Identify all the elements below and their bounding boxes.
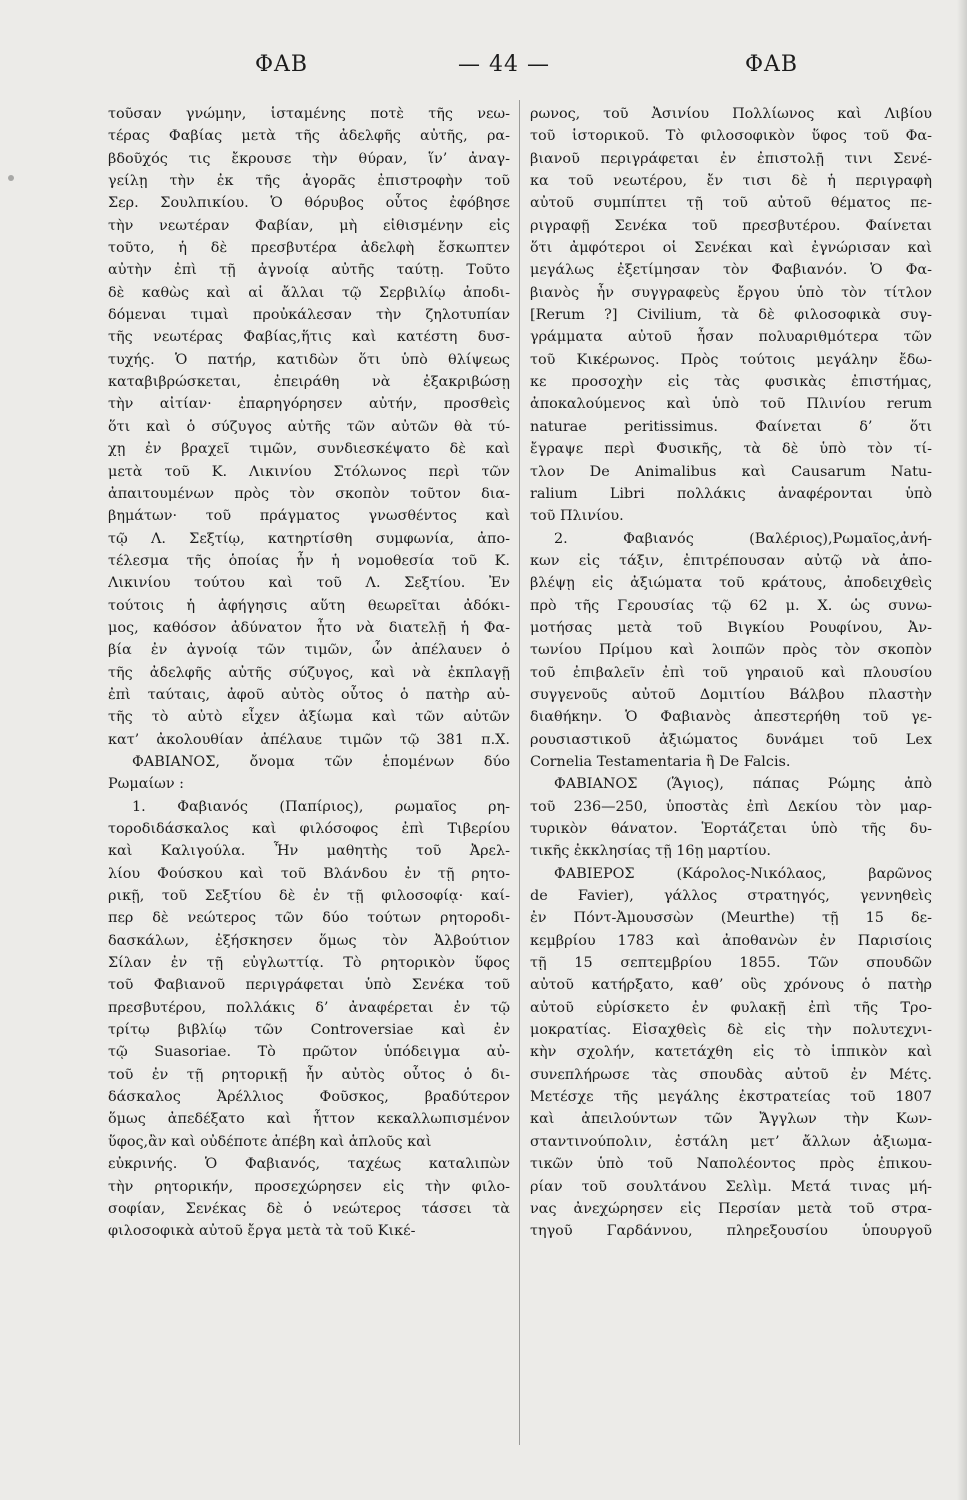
- text-line: τέλεσμα τῆς ὁποίας ἦν ἡ νομοθεσία τοῦ Κ.: [108, 552, 510, 569]
- text-line: καὶ Καλιγούλα. Ἦν μαθητὴς τοῦ Ἀρελ-: [108, 843, 510, 860]
- text-line: τέρας Φαβίας μετὰ τῆς ἀδελφῆς αὐτῆς, ρα-: [108, 128, 510, 145]
- margin-speck: [8, 175, 14, 181]
- text-line: δάσκαλος Ἀρέλλιος Φοῦσκος, βραδύτερον: [108, 1089, 510, 1106]
- text-line: ralium Libri πολλάκις ἀναφέρονται ὑπὸ: [530, 485, 932, 502]
- text-line: βημάτων· τοῦ πράγματος γνωσθέντος καὶ: [108, 508, 510, 525]
- running-header: [0, 52, 967, 92]
- text-line: τὴν ρητορικήν, προσεχώρησεν εἰς τὴν φιλο-: [108, 1178, 510, 1195]
- text-line: εὐκρινής. Ὁ Φαβιανός, ταχέως καταλιπὼν: [108, 1156, 510, 1173]
- text-line: ρίαν τοῦ σουλτάνου Σελὶμ. Μετά τινας μή-: [530, 1178, 932, 1195]
- text-line: 2. Φαβιανός (Βαλέριος),Ρωμαῖος,ἀνή-: [554, 530, 932, 547]
- text-line: [Rerum ?] Civilium, τὰ δὲ φιλοσοφικὰ συγ-: [530, 307, 932, 324]
- text-line: τυρικὸν θάνατον. Ἑορτάζεται ὑπὸ τῆς δυ-: [530, 821, 932, 837]
- text-line: καταβιβρώσκεται, ἐπειράθη νὰ ἐξακριβώσῃ: [108, 374, 510, 391]
- text-line: βιανὸς ἦν συγγραφεὺς ἔργου ὑπὸ τὸν τίτλον: [530, 284, 932, 301]
- text-line: δόμεναι τιμαὶ προὐκάλεσαν τὴν ζηλοτυπίαν: [108, 307, 510, 324]
- text-line: τρίτῳ βιβλίῳ τῶν Controversiae καὶ ἐν: [108, 1022, 510, 1039]
- text-line: συνεπλήρωσε τὰς σπουδὰς αὐτοῦ ἐν Μέτς.: [530, 1066, 932, 1083]
- text-line: συγγενοῦς αὐτοῦ Δομιτίου Βάλβου πλαστὴν: [530, 686, 932, 703]
- right-column: [530, 103, 932, 1243]
- text-line: τῇ 15 σεπτεμβρίου 1855. Τῶν σπουδῶν: [530, 955, 932, 972]
- text-line: τὴν αἰτίαν· ἐπαρηγόρησεν αὐτήν, προσθεὶς: [108, 396, 510, 413]
- text-line: διαθήκην. Ὁ Φαβιανὸς ἀπεστερήθη τοῦ γε-: [530, 709, 932, 726]
- text-line: δασκάλων, ἐξήσκησεν ὅμως τὸν Ἀλβούτιον: [108, 932, 510, 949]
- text-line: κων εἰς τάξιν, ἐπιτρέπουσαν αὐτῷ νὰ ἀπο-: [530, 552, 932, 569]
- text-line: χῃ ἐν βραχεῖ τιμῶν, συνδιεσκέψατο δὲ καὶ: [108, 441, 510, 458]
- text-line: τικῶν ὑπὸ τοῦ Ναπολέοντος πρὸς ἐπικου-: [530, 1156, 932, 1173]
- text-line: τὴν νεωτέραν Φαβίαν, μὴ εἰθισμένην εἰς: [108, 217, 510, 234]
- text-line: Λικινίου τούτου καὶ τοῦ Λ. Σεξτίου. Ἐν: [108, 575, 510, 592]
- text-line: βία ἐν ἀγνοίᾳ τῶν τιμῶν, ὧν ἀπέλαυεν ὁ: [108, 642, 510, 659]
- text-line: τλον De Animalibus καὶ Causarum Natu-: [530, 463, 932, 480]
- text-line: τῷ Λ. Σεξτίῳ, κατηρτίσθη συμφωνία, ἀπο-: [108, 530, 510, 547]
- text-line: αὐτὴν ἐπὶ τῇ ἀγνοίᾳ αὐτῆς ταύτῃ. Τοῦτο: [108, 262, 510, 279]
- text-line: γείλῃ τὴν ἐκ τῆς ἀγορᾶς ἐπιστροφὴν τοῦ: [108, 173, 510, 190]
- text-line: τοροδιδάσκαλος καὶ φιλόσοφος ἐπὶ Τιβερίου: [108, 821, 510, 837]
- text-line: βιανοῦ περιγράφεται ἐν ἐπιστολῇ τινι Σενέ-: [530, 150, 932, 167]
- text-line: Σίλαν ἐν τῇ εὐγλωττίᾳ. Τὸ ρητορικὸν ὕφος: [108, 955, 510, 972]
- text-line: βδοῦχός τις ἔκρουσε τὴν θύραν, ἵν’ ἀναγ-: [108, 150, 510, 167]
- text-line: ὅμως ἀπεδέξατο καὶ ἧττον κεκαλλωπισμένον: [108, 1111, 510, 1128]
- text-line: Cornelia Testamentaria ἢ De Falcis.: [530, 753, 791, 770]
- text-line: Ρωμαίων :: [108, 776, 185, 793]
- text-line: μεγάλως ἐξετίμησαν τὸν Φαβιανόν. Ὁ Φα-: [530, 262, 932, 279]
- text-line: τοῦ Κικέρωνος. Πρὸς τούτοις μεγάλην ἔδω-: [530, 351, 932, 368]
- text-line: τῷ Suasoriae. Τὸ πρῶτον ὑπόδειγμα αὐ-: [108, 1044, 510, 1061]
- text-line: ἐπὶ ταύταις, ἀφοῦ αὐτὸς οὗτος ὁ πατὴρ αὐ-: [108, 686, 510, 703]
- text-line: μετὰ τοῦ Κ. Λικινίου Στόλωνος περὶ τῶν: [108, 463, 510, 480]
- column-divider: [519, 100, 520, 1445]
- text-line: κε προσοχὴν εἰς τὰς φυσικὰς ἐπιστήμας,: [530, 374, 932, 391]
- text-line: ἀπαιτουμένων πρὸς τὸν σκοπὸν τοῦτον δια-: [108, 485, 510, 502]
- text-line: ρικῇ, τοῦ Σεξτίου δὲ ἐν τῇ φιλοσοφίᾳ· καί-: [108, 888, 510, 905]
- text-line: ὕφος,ἂν καὶ οὐδέποτε ἀπέβη καὶ ἁπλοῦς καὶ: [108, 1133, 432, 1150]
- text-line: ἔγραψε περὶ Φυσικῆς, τὰ δὲ ὑπὸ τὸν τί-: [530, 441, 932, 458]
- text-line: τοῦ Πλινίου.: [530, 508, 624, 525]
- text-line: τοῦ Φαβιανοῦ περιγράφεται ὑπὸ Σενέκα τοῦ: [108, 977, 510, 994]
- text-line: πρεσβυτέρου, πολλάκις δ’ ἀναφέρεται ἐν τῷ: [108, 999, 510, 1016]
- text-line: αὐτοῦ κατήρξατο, καθ’ οὓς χρόνους ὁ πατὴρ: [530, 977, 932, 994]
- text-line: τοῦσαν γνώμην, ἱσταμένης ποτὲ τῆς νεω-: [108, 106, 510, 122]
- text-line: τοῦ ἱστορικοῦ. Τὸ φιλοσοφικὸν ὕφος τοῦ Φα-: [530, 128, 932, 145]
- text-line: de Favier), γάλλος στρατηγός, γεννηθεὶς: [530, 888, 932, 905]
- text-line: βλέψῃ εἰς ἀξιώματα τοῦ κράτους, ἀποδειχθεὶς: [530, 575, 932, 592]
- text-line: ΦΑΒΙΑΝΟΣ, ὄνομα τῶν ἑπομένων δύο: [132, 753, 510, 770]
- left-column: [108, 103, 510, 1243]
- text-line: αὐτοῦ συμπίπτει τῇ τοῦ αὐτοῦ θέματος πε-: [530, 195, 932, 212]
- text-line: ριγραφῇ Σενέκα τοῦ πρεσβυτέρου. Φαίνεται: [530, 217, 932, 234]
- text-line: γράμματα αὐτοῦ ἦσαν πολυαριθμότερα τῶν: [530, 329, 932, 346]
- text-line: δὲ καθὼς καὶ αἱ ἄλλαι τῷ Σερβιλίῳ ἀποδι-: [108, 284, 510, 301]
- text-line: τικῆς ἐκκλησίας τῇ 16ῃ μαρτίου.: [530, 843, 771, 860]
- text-line: κεμβρίου 1783 καὶ ἀποθανὼν ἐν Παρισίοις: [530, 932, 932, 949]
- text-line: ὅτι καὶ ὁ σύζυγος αὐτῆς τῶν αὐτῶν θὰ τύ-: [108, 418, 510, 435]
- page-edge-shadow: [957, 0, 967, 1500]
- text-line: τοῦ ἐπιβαλεῖν ἐπὶ τοῦ γηραιοῦ καὶ πλουσίου: [530, 664, 932, 681]
- text-line: μοτήσας μετὰ τοῦ Βιγκίου Ρουφίνου, Ἀν-: [530, 619, 932, 636]
- text-line: λίου Φούσκου καὶ τοῦ Βλάνδου ἐν τῇ ρητο-: [108, 865, 510, 882]
- text-line: τῆς ἀδελφῆς αὐτῆς σύζυγος, καὶ νὰ ἐκπλαγῇ: [108, 664, 510, 681]
- text-line: Σερ. Σουλπικίου. Ὁ θόρυβος οὗτος ἐφόβησε: [108, 195, 510, 212]
- text-line: μος, καθόσον ἀδύνατον ἦτο νὰ διατελῇ ἡ Φα-: [108, 619, 510, 636]
- text-line: τωνίου Πρίμου καὶ λοιπῶν πρὸς τὸν σκοπὸν: [530, 642, 932, 659]
- text-line: μοκρατίας. Εἰσαχθεὶς δὲ εἰς τὴν πολυτεχνι-: [530, 1022, 932, 1039]
- text-line: σοφίαν, Σενέκας δὲ ὁ νεώτερος τάσσει τὰ: [108, 1200, 510, 1217]
- text-line: ρουσιαστικοῦ ἀξιώματος δυνάμει τοῦ Lex: [530, 731, 932, 748]
- text-line: τηγοῦ Γαρδάννου, πληρεξουσίου ὑπουργοῦ: [530, 1223, 932, 1240]
- text-line: ὅτι ἀμφότεροι οἱ Σενέκαι καὶ ἐγνώρισαν καὶ: [530, 240, 932, 257]
- text-line: τῆς νεωτέρας Φαβίας,ἥτις καὶ κατέστη δυσ-: [108, 329, 510, 346]
- text-line: νας ἀνεχώρησεν εἰς Περσίαν μετὰ τοῦ στρα-: [530, 1200, 932, 1217]
- header-left-term: ΦΑΒ: [255, 52, 309, 77]
- text-line: ρωνος, τοῦ Ἀσινίου Πολλίωνος καὶ Λιβίου: [530, 106, 932, 122]
- text-line: καὶ ἀπειλούντων τῶν Ἄγγλων τὴν Κων-: [530, 1111, 932, 1128]
- text-line: κὴν σχολήν, κατετάχθη εἰς τὸ ἱππικὸν καὶ: [530, 1044, 932, 1061]
- text-line: naturae peritissimus. Φαίνεται δ’ ὅτι: [530, 418, 932, 435]
- text-line: ἐν Πόντ-Ἀμουσσὼν (Meurthe) τῇ 15 δε-: [530, 910, 932, 927]
- text-line: τοῦ ἐν τῇ ρητορικῇ ἦν αὐτὸς οὗτος ὁ δι-: [108, 1066, 510, 1083]
- header-right-term: ΦΑΒ: [745, 52, 799, 77]
- text-line: Μετέσχε τῆς μεγάλης ἐκστρατείας τοῦ 1807: [530, 1089, 932, 1106]
- text-line: αὐτοῦ εὑρίσκετο ἐν φυλακῇ ἐπὶ τῆς Τρο-: [530, 999, 932, 1016]
- text-line: ἀποκαλούμενος καὶ ὑπὸ τοῦ Πλινίου rerum: [530, 396, 932, 413]
- text-line: φιλοσοφικὰ αὐτοῦ ἔργα μετὰ τὰ τοῦ Κικέ-: [108, 1223, 416, 1240]
- text-line: πρὸ τῆς Γερουσίας τῷ 62 μ. Χ. ὡς συνω-: [530, 597, 932, 614]
- text-line: περ δὲ νεώτερος τῶν δύο τούτων ρητοροδι-: [108, 910, 510, 927]
- text-line: τούτοις ἡ ἀφήγησις αὕτη θεωρεῖται ἀδόκι-: [108, 597, 510, 614]
- text-line: κα τοῦ νεωτέρου, ἔν τισι δὲ ἡ περιγραφὴ: [530, 173, 932, 190]
- text-line: τοῦ 236—250, ὑποστὰς ἐπὶ Δεκίου τὸν μαρ-: [530, 798, 932, 815]
- page-number: — 44 —: [458, 52, 550, 77]
- text-line: τυχής. Ὁ πατήρ, κατιδὼν ὅτι ὑπὸ θλίψεως: [108, 351, 510, 368]
- text-line: κατ’ ἀκολουθίαν ἀπέλαυε τιμῶν τῷ 381 π.Χ.: [108, 731, 510, 748]
- text-line: τῆς τὸ αὐτὸ εἶχεν ἀξίωμα καὶ τῶν αὐτῶν: [108, 709, 510, 726]
- text-line: ΦΑΒΙΑΝΟΣ (Ἅγιος), πάπας Ρώμης ἀπὸ: [554, 776, 932, 793]
- text-line: 1. Φαβιανός (Παπίριος), ρωμαῖος ρη-: [132, 798, 510, 815]
- text-line: τοῦτο, ἡ δὲ πρεσβυτέρα ἀδελφὴ ἔσκωπτεν: [108, 240, 510, 257]
- text-line: σταντινούπολιν, ἐστάλη μετ’ ἄλλων ἀξιωμα-: [530, 1133, 932, 1150]
- text-line: ΦΑΒΙΕΡΟΣ (Κάρολος-Νικόλαος, βαρῶνος: [554, 865, 932, 882]
